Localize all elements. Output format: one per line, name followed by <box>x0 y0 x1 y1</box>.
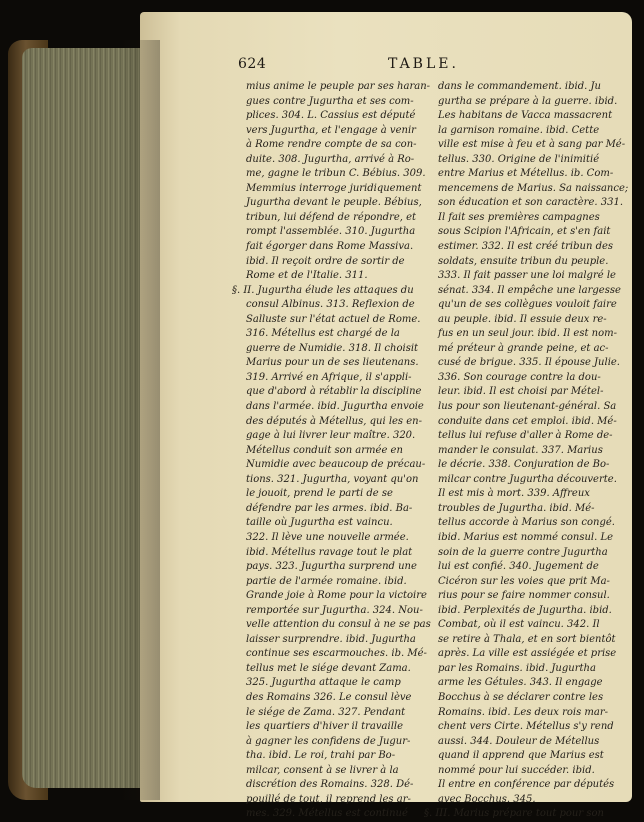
text-line: Jugurtha devant le peuple. Bébius, <box>246 197 422 209</box>
text-line: soin de la guerre contre Jugurtha <box>438 546 608 558</box>
text-line: Il fait ses premières campagnes <box>438 211 600 223</box>
text-line: Memmius interroge juridiquement <box>246 182 422 194</box>
text-line: ibid. Marius est nommé consul. Le <box>438 531 614 543</box>
text-line: leur. ibid. Il est choisi par Métel- <box>438 386 604 398</box>
text-line: dans l'armée. ibid. Jugurtha envoie <box>246 401 424 413</box>
text-line: gues contre Jugurtha et ses com- <box>246 95 414 107</box>
text-line: pouillé de tout, il reprend les ar- <box>246 793 411 805</box>
text-line: mencemens de Marius. Sa naissance; <box>438 182 629 194</box>
text-line: plices. 304. L. Cassius est député <box>246 110 416 122</box>
text-line: arme les Gétules. 343. Il engage <box>438 677 603 689</box>
text-line: tellus lui refuse d'aller à Rome de- <box>438 430 613 442</box>
text-line: me, gagne le tribun C. Bébius. 309. <box>246 168 426 180</box>
text-line: son éducation et son caractère. 331. <box>438 197 623 209</box>
text-line: au peuple. ibid. Il essuie deux re- <box>438 313 607 325</box>
text-line: Marius pour un de ses lieutenans. <box>246 357 419 369</box>
text-line: Numidie avec beaucoup de précau- <box>246 459 426 471</box>
text-line: se retire à Thala, et en sort bientôt <box>438 633 616 645</box>
text-line: milcar, consent à se livrer à la <box>246 764 399 776</box>
text-line: chent vers Cirte. Métellus s'y rend <box>438 721 614 733</box>
text-line: fus en un seul jour. ibid. Il est nom- <box>438 328 617 340</box>
text-line: partie de l'armée romaine. ibid. <box>246 575 407 587</box>
text-line: tellus. 330. Origine de l'inimitié <box>438 153 600 165</box>
text-line: tha. ibid. Le roi, trahi par Bo- <box>246 750 396 762</box>
text-line: qu'un de ses collègues vouloit faire <box>438 299 617 311</box>
text-line: ibid. Perplexités de Jugurtha. ibid. <box>438 604 612 616</box>
text-line: tions. 321. Jugurtha, voyant qu'on <box>246 473 419 485</box>
text-line: vers Jugurtha, et l'engage à venir <box>246 124 416 136</box>
text-line: tellus accorde à Marius son congé. <box>438 517 615 529</box>
text-line: Cicéron sur les voies que prit Ma- <box>438 575 610 587</box>
text-line: rompt l'assemblée. 310. Jugurtha <box>246 226 416 238</box>
text-line: que d'abord à rétablir la discipline <box>246 386 422 398</box>
text-line: 316. Métellus est chargé de la <box>246 328 400 340</box>
text-line: gurtha se prépare à la guerre. ibid. <box>438 95 618 107</box>
text-line: mander le consulat. 337. Marius <box>438 444 603 456</box>
text-line: Bocchus à se déclarer contre les <box>438 691 604 703</box>
text-line: conduite dans cet emploi. ibid. Mé- <box>438 415 617 427</box>
text-line: gage à lui livrer leur maître. 320. <box>246 430 416 442</box>
text-line: mes. 329. Métellus est continué <box>246 808 408 820</box>
text-line: à Rome rendre compte de sa con- <box>246 139 417 151</box>
text-line: continue ses escarmouches. ib. Mé- <box>246 648 427 660</box>
text-line: soldats, ensuite tribun du peuple. <box>438 255 609 267</box>
text-line: velle attention du consul à ne se pas <box>246 619 431 631</box>
text-line: Métellus conduit son armée en <box>246 444 403 456</box>
text-line: le décrie. 338. Conjuration de Bo- <box>438 459 610 471</box>
text-line: taille où Jugurtha est vaincu. <box>246 517 393 529</box>
text-line: avec Bocchus. 345. <box>438 793 536 805</box>
text-line: des Romains 326. Le consul lève <box>246 691 412 703</box>
text-line: troubles de Jugurtha. ibid. Mé- <box>438 502 595 514</box>
text-line: lus pour son lieutenant-général. Sa <box>438 401 617 413</box>
page-number: 624 <box>238 56 267 72</box>
text-line: guerre de Numidie. 318. Il choisit <box>246 342 419 354</box>
text-line: mius anime le peuple par ses haran- <box>246 81 431 92</box>
text-line: sous Scipion l'Africain, et s'en fait <box>438 226 611 238</box>
text-line: Grande joie à Rome pour la victoire <box>246 590 427 602</box>
text-line: dans le commandement. ibid. Ju <box>438 81 601 92</box>
page-header <box>238 56 620 78</box>
text-line: pays. 323. Jugurtha surprend une <box>246 561 417 573</box>
text-line: remportée sur Jugurtha. 324. Nou- <box>246 604 423 616</box>
text-line: 336. Son courage contre la dou- <box>438 371 601 383</box>
text-line: Romains. ibid. Les deux rois mar- <box>438 706 609 718</box>
text-line: ville est mise à feu et à sang par Mé- <box>438 139 626 151</box>
text-line: mé préteur à grande peine, et ac- <box>438 342 609 354</box>
text-line: cusé de brigue. 335. Il épouse Julie. <box>438 357 620 369</box>
text-line: Il entre en conférence par députés <box>438 779 615 791</box>
right-text-column <box>424 80 629 822</box>
text-line: quand il apprend que Marius est <box>438 750 604 762</box>
text-line: ibid. Il reçoit ordre de sortir de <box>246 255 405 267</box>
text-line: Rome et de l'Italie. 311. <box>246 270 368 282</box>
text-line: défendre par les armes. ibid. Ba- <box>246 502 413 514</box>
text-line: Combat, où il est vaincu. 342. Il <box>438 619 600 631</box>
text-line: discrétion des Romains. 328. Dé- <box>246 779 414 791</box>
text-line: lui est confié. 340. Jugement de <box>438 561 599 573</box>
text-line: 319. Arrivé en Afrique, il s'appli- <box>246 371 412 383</box>
text-line: par les Romains. ibid. Jugurtha <box>438 662 596 674</box>
text-line: 325. Jugurtha attaque le camp <box>246 677 401 689</box>
text-line: milcar contre Jugurtha découverte. <box>438 473 617 485</box>
text-line: à gagner les confidens de Jugur- <box>246 735 411 747</box>
text-line: Les habitans de Vacca massacrent <box>438 110 613 122</box>
text-line: des députés à Métellus, qui les en- <box>246 415 422 427</box>
text-line: Il est mis à mort. 339. Affreux <box>438 488 590 500</box>
text-line: la garnison romaine. ibid. Cette <box>438 124 600 136</box>
text-line: 322. Il lève une nouvelle armée. <box>246 531 409 543</box>
text-line: après. La ville est assiégée et prise <box>438 648 617 660</box>
gutter-shadow <box>120 40 160 800</box>
text-line: §. II. Jugurtha élude les attaques du <box>232 284 414 296</box>
text-line: ibid. Métellus ravage tout le plat <box>246 546 413 558</box>
text-line: aussi. 344. Douleur de Métellus <box>438 735 600 747</box>
text-line: tribun, lui défend de répondre, et <box>246 211 417 223</box>
running-title: TABLE. <box>388 56 459 72</box>
text-line: le jouoit, prend le parti de se <box>246 488 393 500</box>
text-line: estimer. 332. Il est créé tribun des <box>438 241 614 253</box>
text-line: entre Marius et Métellus. ib. Com- <box>438 168 614 180</box>
text-line: laisser surprendre. ibid. Jugurtha <box>246 633 416 645</box>
text-line: duite. 308. Jugurtha, arrivé à Ro- <box>246 153 415 165</box>
text-line: tellus met le siége devant Zama. <box>246 662 411 674</box>
text-line: nommé pour lui succéder. ibid. <box>438 764 595 776</box>
text-line: §. III. Marius prépare tout pour son <box>424 808 604 820</box>
text-line: consul Albinus. 313. Reflexion de <box>246 299 415 311</box>
text-line: les quartiers d'hiver il travaille <box>246 721 404 733</box>
text-line: le siége de Zama. 327. Pendant <box>246 706 406 718</box>
left-text-column <box>232 80 436 822</box>
text-line: rius pour se faire nommer consul. <box>438 590 610 602</box>
text-line: 333. Il fait passer une loi malgré le <box>438 270 616 282</box>
text-line: fait égorger dans Rome Massiva. <box>246 241 414 253</box>
text-line: sénat. 334. Il empêche une largesse <box>438 284 621 296</box>
text-line: Salluste sur l'état actuel de Rome. <box>246 313 421 325</box>
